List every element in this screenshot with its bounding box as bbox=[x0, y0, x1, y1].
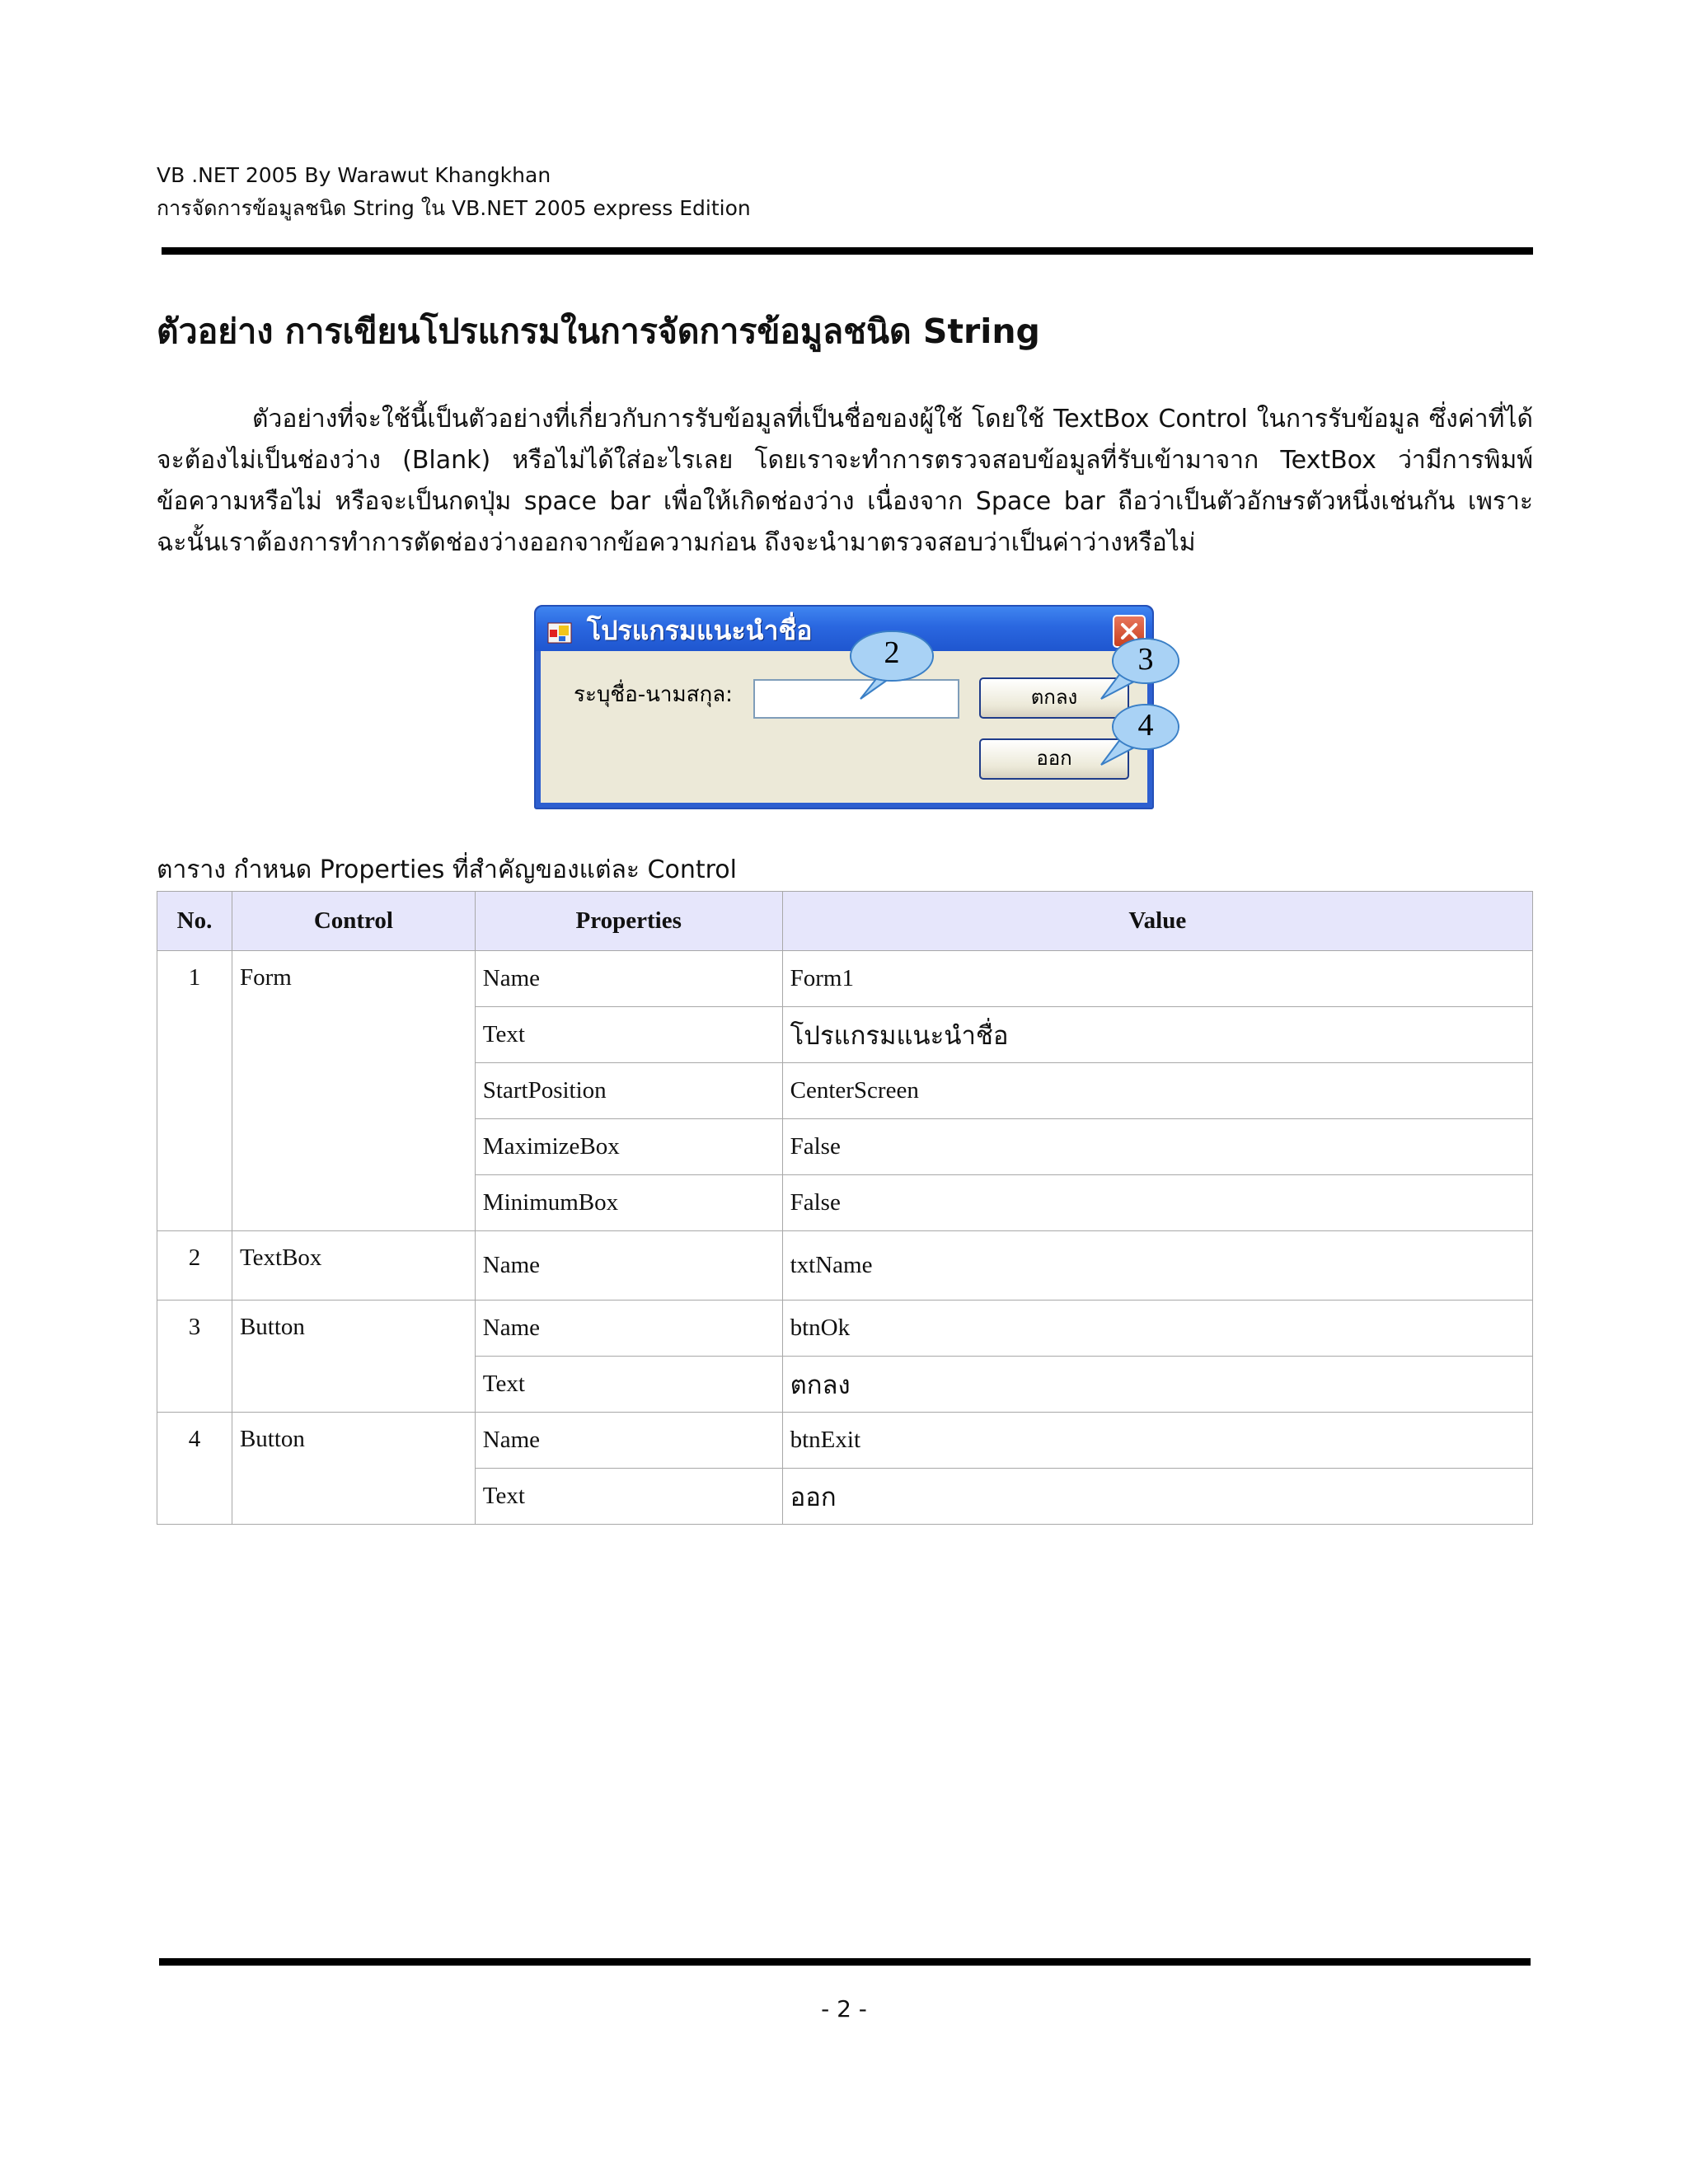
callout-3 bbox=[1100, 636, 1182, 702]
column-header-value: Value bbox=[782, 892, 1532, 951]
table-row bbox=[157, 1413, 1533, 1469]
cell-control: TextBox bbox=[232, 1231, 475, 1301]
cell-no: 2 bbox=[157, 1231, 232, 1301]
table-row bbox=[157, 1231, 1533, 1301]
dialog-screenshot bbox=[534, 605, 1154, 809]
cell-property: Text bbox=[475, 1357, 782, 1413]
page-number: - 2 - bbox=[821, 1995, 867, 2022]
dialog-titlebar bbox=[536, 607, 1152, 651]
table-row bbox=[157, 951, 1533, 1007]
cell-property: Name bbox=[475, 951, 782, 1007]
cell-value: False bbox=[782, 1119, 1532, 1175]
name-label: ระบุชื่อ-นามสกุล: bbox=[574, 682, 733, 707]
cell-control: Button bbox=[232, 1301, 475, 1413]
cell-value: txtName bbox=[782, 1231, 1532, 1301]
column-header-properties: Properties bbox=[475, 892, 782, 951]
running-header-author: VB .NET 2005 By Warawut Khangkhan bbox=[157, 163, 551, 187]
cell-property: Text bbox=[475, 1469, 782, 1525]
running-header-subject: การจัดการข้อมูลชนิด String ใน VB.NET 2005 express Edition bbox=[157, 196, 751, 220]
cell-no: 1 bbox=[157, 951, 232, 1231]
cell-property: MinimumBox bbox=[475, 1175, 782, 1231]
cell-control: Button bbox=[232, 1413, 475, 1525]
intro-paragraph-text: ตัวอย่างที่จะใช้นี้เป็นตัวอย่างที่เกี่ยวกับการรับข้อมูลที่เป็นชื่อของผู้ใช้ โดยใช้ TextBox Control ในการรับข้อมูล ซึ่งค่าที่ได้จะต้องไม่เป็นช่องว่าง (Blank) หรือไม่ได้ใส่อะไรเลย โดยเราจะทำการตรวจสอบข้อมูลที่รับเข้ามาจาก TextBox ว่ามีการพิมพ์ข้อความหรือไม่ หรือจะเป็นกดปุ่ม space bar เพื่อให้เกิดช่องว่าง เนื่องจาก Space bar ถือว่าเป็นตัวอักษรตัวหนึ่งเช่นกัน เพราะฉะนั้นเราต้องการทำการตัดช่องว่างออกจากข้อความก่อน ถึงจะนำมาตรวจสอบว่าเป็นค่าว่างหรือไม่ bbox=[157, 405, 1533, 557]
cell-value: Form1 bbox=[782, 951, 1532, 1007]
cell-value: btnExit bbox=[782, 1413, 1532, 1469]
cell-property: MaximizeBox bbox=[475, 1119, 782, 1175]
app-icon bbox=[547, 621, 572, 644]
cell-value: ออก bbox=[782, 1469, 1532, 1525]
cell-property: Text bbox=[475, 1007, 782, 1063]
footer-rule bbox=[159, 1958, 1531, 1966]
section-title: ตัวอย่าง การเขียนโปรแกรมในการจัดการข้อมูลชนิด String bbox=[157, 312, 1040, 351]
callout-number: 2 bbox=[884, 635, 900, 670]
cell-no: 4 bbox=[157, 1413, 232, 1525]
callout-number: 3 bbox=[1137, 642, 1154, 677]
cell-property: Name bbox=[475, 1413, 782, 1469]
table-row bbox=[157, 1301, 1533, 1357]
cell-value: False bbox=[782, 1175, 1532, 1231]
cell-value: btnOk bbox=[782, 1301, 1532, 1357]
cell-property: StartPosition bbox=[475, 1063, 782, 1119]
cell-value: CenterScreen bbox=[782, 1063, 1532, 1119]
column-header-control: Control bbox=[232, 892, 475, 951]
cell-property: Name bbox=[475, 1301, 782, 1357]
callout-4 bbox=[1100, 702, 1182, 768]
properties-table bbox=[157, 891, 1533, 1525]
column-header-no: No. bbox=[157, 892, 232, 951]
dialog-client-area bbox=[541, 651, 1147, 803]
table-caption: ตาราง กำหนด Properties ที่สำคัญของแต่ละ Control bbox=[157, 855, 737, 884]
cell-property: Name bbox=[475, 1231, 782, 1301]
table-header-row bbox=[157, 892, 1533, 951]
exit-button[interactable]: ออก bbox=[979, 738, 1129, 780]
header-rule bbox=[162, 247, 1533, 255]
cell-value: ตกลง bbox=[782, 1357, 1532, 1413]
cell-value: โปรแกรมแนะนำชื่อ bbox=[782, 1007, 1532, 1063]
cell-control: Form bbox=[232, 951, 475, 1231]
callout-number: 4 bbox=[1137, 708, 1154, 743]
ok-button[interactable]: ตกลง bbox=[979, 677, 1129, 719]
cell-no: 3 bbox=[157, 1301, 232, 1413]
dialog-title: โปรแกรมแนะนำชื่อ bbox=[587, 615, 813, 646]
callout-2 bbox=[846, 628, 938, 702]
intro-paragraph bbox=[157, 399, 1533, 564]
